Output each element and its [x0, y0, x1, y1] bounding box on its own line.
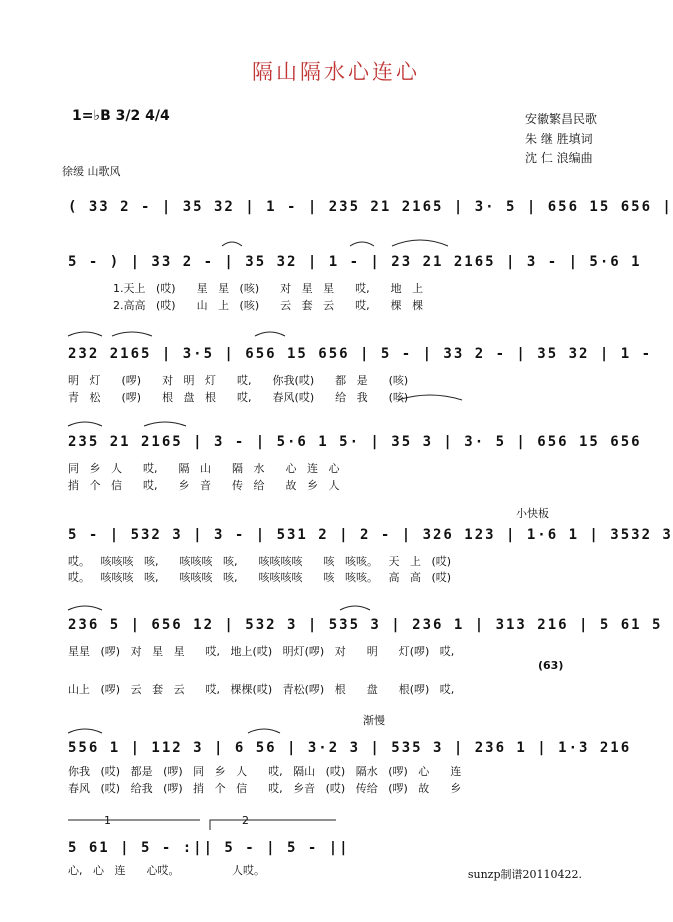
- volta-bracket: [210, 820, 336, 830]
- lyric-line: 你我 (哎) 都是 (啰) 同 乡 人 哎, 隔山 (哎) 隔水 (啰) 心 连: [68, 765, 462, 778]
- lyric-line: 春风 (哎) 给我 (啰) 捎 个 信 哎, 乡音 (哎) 传给 (啰) 故 乡: [68, 782, 462, 795]
- volta-2-number: 2: [242, 814, 249, 827]
- lyric-line: 山上 (啰) 云 套 云 哎, 棵棵(哎) 青松(啰) 根 盘 根(啰) 哎,: [68, 683, 455, 696]
- volta-1-number: 1: [104, 814, 111, 827]
- score-line-3: 232 2165 | 3·5 | 656 15 656 | 5 - | 33 2 - | 35 32 | 1 -: [68, 346, 653, 362]
- lyric-line: 2.高高 (哎) 山 上 (咳) 云 套 云 哎, 棵 棵: [113, 299, 424, 312]
- slur: [340, 606, 370, 610]
- slur: [222, 242, 242, 246]
- page-title: 隔山隔水心连心: [252, 60, 420, 84]
- score-line-4: 235 21 2165 | 3 - | 5·6 1 5· | 35 3 | 3· 5 | 656 15 656: [68, 434, 642, 450]
- score-line-8: 5 61 | 5 - :|| 5 - | 5 - ||: [68, 840, 350, 856]
- lyricist-credit: 朱 继 胜填词: [525, 132, 593, 146]
- arranger-credit: 沈 仁 浪编曲: [525, 151, 593, 165]
- tempo-change-mark: 小快板: [516, 507, 549, 520]
- slur: [112, 332, 152, 336]
- slur: [255, 332, 285, 336]
- score-line-5: 5 - | 532 3 | 3 - | 531 2 | 2 - | 326 123 | 1·6 1 | 3532 3: [68, 527, 673, 543]
- lyric-line: 1.天上 (哎) 星 星 (咳) 对 星 星 哎, 地 上: [113, 282, 424, 295]
- slur: [68, 729, 102, 733]
- tempo-marking: 徐缓 山歌风: [62, 165, 121, 178]
- score-line-6: 236 5 | 656 12 | 532 3 | 535 3 | 236 1 | 313 216 | 5 61 5: [68, 617, 663, 633]
- transcriber-credit: sunzp制谱20110422.: [467, 868, 582, 881]
- alternate-notes: (63): [538, 659, 564, 672]
- slur: [144, 422, 186, 426]
- lyric-line: 哎。 咳咳咳 咳, 咳咳咳 咳, 咳咳咳咳 咳 咳咳。 高 高 (哎): [68, 571, 452, 584]
- source-credit: 安徽繁昌民歌: [525, 112, 598, 126]
- key-signature: 1=♭B 3/2 4/4: [72, 108, 170, 124]
- slur: [68, 332, 102, 336]
- lyric-line: 明 灯 (啰) 对 明 灯 哎, 你我(哎) 都 是 (咳): [68, 374, 409, 387]
- slur: [68, 422, 102, 426]
- lyric-line: 同 乡 人 哎, 隔 山 隔 水 心 连 心: [68, 462, 340, 475]
- slur: [398, 395, 462, 400]
- score-line-1: ( 33 2 - | 35 32 | 1 - | 235 21 2165 | 3· 5 | 656 15 656 |: [68, 199, 673, 215]
- lyric-line: 青 松 (啰) 根 盘 根 哎, 春风(哎) 给 我 (咳): [68, 391, 409, 404]
- slur: [392, 240, 448, 246]
- lyric-line: 哎。 咳咳咳 咳, 咳咳咳 咳, 咳咳咳咳 咳 咳咳。 天 上 (哎): [68, 555, 452, 568]
- slur: [350, 242, 374, 246]
- lyric-line: 心, 心 连 心哎。 人哎。: [68, 864, 265, 877]
- lyric-line: 捎 个 信 哎, 乡 音 传 给 故 乡 人: [68, 479, 340, 492]
- score-line-7: 556 1 | 112 3 | 6 56 | 3·2 3 | 535 3 | 236 1 | 1·3 216: [68, 740, 632, 756]
- score-line-2: 5 - ) | 33 2 - | 35 32 | 1 - | 23 21 2165 | 3 - | 5·6 1: [68, 254, 642, 270]
- slur: [68, 606, 102, 610]
- tempo-change-mark: 渐慢: [363, 714, 385, 727]
- slur: [248, 729, 280, 733]
- lyric-line: 星星 (啰) 对 星 星 哎, 地上(哎) 明灯(啰) 对 明 灯(啰) 哎,: [68, 645, 455, 658]
